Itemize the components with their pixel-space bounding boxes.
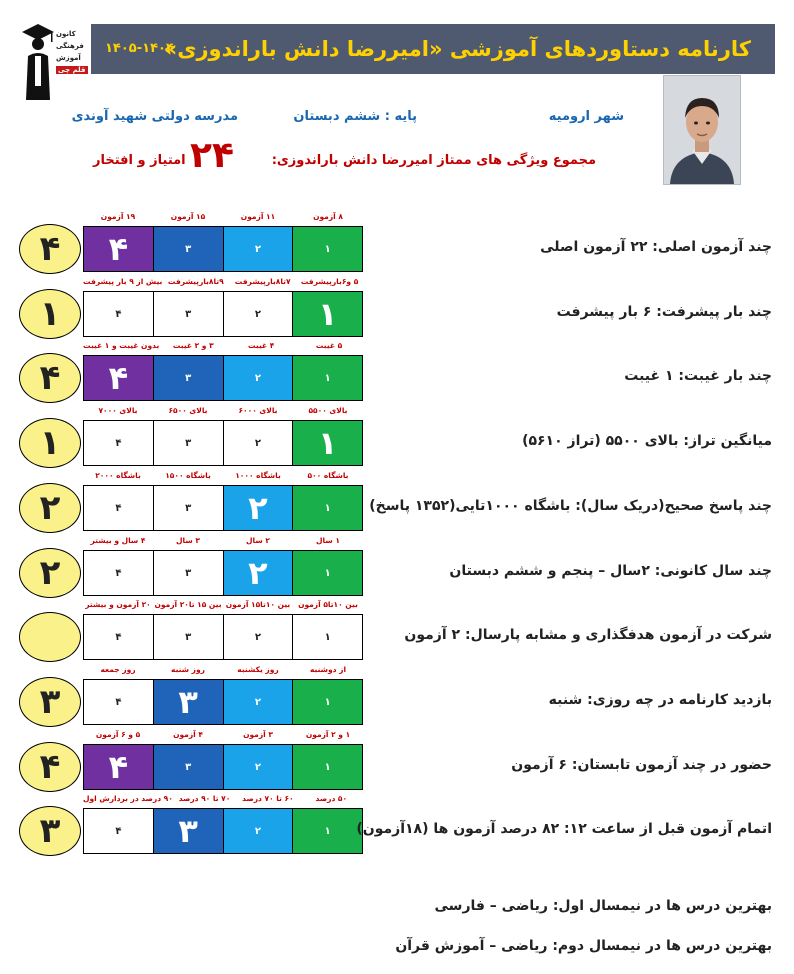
level-labels (83, 730, 363, 742)
level-label: ۴ غیبت (247, 341, 275, 350)
level-cell: ۴ (84, 356, 153, 400)
row-text: چند بار پیشرفت: ۶ بار پیشرفت (556, 304, 772, 320)
level-labels (83, 212, 363, 224)
graduate-icon (18, 22, 58, 100)
level-label: بیش از ۹ بار پیشرفت (83, 277, 163, 286)
level-cell: ۱ (292, 227, 362, 271)
row-text: میانگین تراز: بالای ۵۵۰۰ (تراز ۵۶۱۰) (522, 433, 772, 449)
row-text: اتمام آزمون قبل از ساعت ۱۲: ۸۲ درصد آزمون ها (۱۸آزمون) (356, 821, 772, 837)
level-label: ۱ و ۲ آزمون (305, 730, 351, 739)
level-cell: ۲ (223, 356, 293, 400)
level-label: ۲۰ آزمون و بیشتر (85, 600, 151, 609)
level-cells (83, 808, 363, 854)
level-cell: ۲ (223, 227, 293, 271)
total-suffix: امتیاز و افتخار (93, 153, 186, 168)
level-cell: ۱ (292, 356, 362, 400)
city: شهر ارومیه (548, 109, 624, 124)
level-cells (83, 355, 363, 401)
level-label: ۹۰ درصد در بردارش اول (83, 794, 173, 803)
level-cell: ۲ (223, 292, 293, 336)
level-labels (83, 794, 363, 806)
level-cell: ۴ (84, 421, 153, 465)
row-text: چند سال کانونی: ۲سال – پنجم و ششم دبستان (449, 563, 772, 579)
level-cell: ۴ (84, 809, 153, 853)
level-cell: ۱ (292, 680, 362, 724)
level-label: ۳ آزمون (243, 730, 273, 739)
score-circle (19, 612, 81, 662)
level-cell: ۱ (292, 745, 362, 789)
level-cells (83, 291, 363, 337)
score-circle: ۴ (19, 353, 81, 403)
row-text: چند آزمون اصلی: ۲۲ آزمون اصلی (540, 239, 772, 255)
level-cells (83, 485, 363, 531)
level-label: ۵ و۶بارپیشرفت (300, 277, 359, 286)
level-labels (83, 665, 363, 677)
level-labels (83, 277, 363, 289)
level-cells (83, 679, 363, 725)
level-label: بالای ۶۵۰۰ (168, 406, 208, 415)
level-cell: ۲ (223, 680, 293, 724)
title-bar (91, 24, 775, 74)
level-label: ۳ و ۲ غیبت (172, 341, 214, 350)
level-cells (83, 420, 363, 466)
level-cell: ۱ (292, 551, 362, 595)
level-cell: ۳ (153, 745, 223, 789)
score-circle: ۲ (19, 548, 81, 598)
level-labels (83, 406, 363, 418)
level-cell: ۱ (292, 486, 362, 530)
level-label: از دوشنبه (309, 665, 347, 674)
level-label: باشگاه ۲۰۰۰ (95, 471, 141, 480)
level-label: بالای ۵۵۰۰ (308, 406, 348, 415)
level-cell: ۲ (223, 421, 293, 465)
student-portrait-icon (664, 76, 740, 184)
level-cell: ۳ (153, 680, 223, 724)
level-cell: ۲ (223, 551, 293, 595)
student-photo (663, 75, 741, 185)
level-cells (83, 614, 363, 660)
academic-years: ۱۴۰۵-۱۴۰۴ (105, 41, 174, 56)
level-cell: ۴ (84, 615, 153, 659)
level-cell: ۲ (223, 809, 293, 853)
level-label: باشگاه ۱۰۰۰ (235, 471, 281, 480)
level-label: باشگاه ۵۰۰ (307, 471, 349, 480)
level-cell: ۳ (153, 356, 223, 400)
level-cells (83, 744, 363, 790)
level-label: باشگاه ۱۵۰۰ (165, 471, 211, 480)
level-label: بالای ۶۰۰۰ (238, 406, 278, 415)
level-label: بین ۱۰تا۵ آزمون (298, 600, 358, 609)
level-label: ۶۰ تا ۷۰ درصد (242, 794, 294, 803)
score-circle: ۳ (19, 806, 81, 856)
score-circle: ۳ (19, 677, 81, 727)
score-circle: ۴ (19, 224, 81, 274)
best-subjects-second-term: بهترین درس ها در نیمسال دوم: ریاضی – آموزش قرآن (395, 938, 772, 954)
row-text: حضور در چند آزمون تابستان: ۶ آزمون (511, 757, 772, 773)
row-text: چند پاسخ صحیح(دریک سال): باشگاه ۱۰۰۰تایی(۱۳۵۲ پاسخ) (369, 498, 772, 514)
level-cell: ۱ (292, 292, 362, 336)
level-label: بین ۱۰تا۱۵ آزمون (225, 600, 291, 609)
level-label: روز جمعه (100, 665, 136, 674)
score-circle: ۴ (19, 742, 81, 792)
total-score: ۲۴ (190, 135, 234, 176)
level-label: ۱۵ آزمون (170, 212, 206, 221)
score-circle: ۲ (19, 483, 81, 533)
level-labels (83, 600, 363, 612)
level-cell: ۳ (153, 421, 223, 465)
level-labels (83, 471, 363, 483)
score-circle: ۱ (19, 418, 81, 468)
level-cell: ۳ (153, 615, 223, 659)
level-cell: ۳ (153, 551, 223, 595)
level-label: ۷تا۸بارپیشرفت (234, 277, 291, 286)
level-labels (83, 341, 363, 353)
level-cell: ۳ (153, 809, 223, 853)
level-cell: ۴ (84, 486, 153, 530)
level-cells (83, 226, 363, 272)
best-subjects-first-term: بهترین درس ها در نیمسال اول: ریاضی – فارسی (434, 898, 772, 914)
score-circle: ۱ (19, 289, 81, 339)
level-label: بدون غیبت و ۱ غیبت (83, 341, 160, 350)
level-cell: ۲ (223, 745, 293, 789)
level-cell: ۴ (84, 292, 153, 336)
level-cell: ۴ (84, 227, 153, 271)
level-label: ۹تا۸بارپیشرفت (167, 277, 224, 286)
logo-text: کانون (56, 30, 76, 38)
page-title: کارنامه دستاوردهای آموزشی «امیررضا دانش باراندوزی» (163, 37, 751, 61)
level-label: ۳ سال (176, 536, 200, 545)
logo-text: قلم چی (58, 66, 86, 74)
level-label: ۵ غیبت (315, 341, 343, 350)
level-label: ۱۱ آزمون (240, 212, 276, 221)
level-label: ۸ آزمون (313, 212, 343, 221)
level-label: ۲ سال (246, 536, 270, 545)
level-label: ۷۰ تا ۹۰ درصد (178, 794, 231, 803)
row-text: بازدید کارنامه در چه روزی: شنبه (548, 692, 772, 708)
level-cell: ۱ (292, 615, 362, 659)
level-cell: ۱ (292, 421, 362, 465)
level-cell: ۳ (153, 227, 223, 271)
row-text: چند بار غیبت: ۱ غیبت (624, 368, 772, 384)
level-label: ۵ و ۶ آزمون (95, 730, 141, 739)
level-label: بین ۱۵ تا۲۰ آزمون (154, 600, 222, 609)
logo-text: آموزش (56, 54, 81, 62)
logo (18, 22, 86, 100)
level-label: ۵۰ درصد (315, 794, 348, 803)
level-label: روز شنبه (171, 665, 205, 674)
school: مدرسه دولتی شهید آوندی (71, 109, 238, 124)
level-label: ۱ سال (316, 536, 340, 545)
row-text: شرکت در آزمون هدفگذاری و مشابه پارسال: ۲ آزمون (404, 627, 772, 643)
level-cell: ۳ (153, 486, 223, 530)
level-cell: ۲ (223, 486, 293, 530)
level-cell: ۴ (84, 680, 153, 724)
level-cells (83, 550, 363, 596)
level-cell: ۱ (292, 809, 362, 853)
level-cell: ۲ (223, 615, 293, 659)
level-label: بالای ۷۰۰۰ (98, 406, 138, 415)
level-cell: ۴ (84, 551, 153, 595)
level-labels (83, 536, 363, 548)
level-label: ۴ آزمون (173, 730, 203, 739)
level-label: ۱۹ آزمون (100, 212, 136, 221)
logo-text: فرهنگی (56, 42, 84, 50)
level-cell: ۴ (84, 745, 153, 789)
total-label: مجموع ویژگی های ممتاز امیررضا دانش باراندوزی: (271, 153, 596, 168)
level-label: روز یکشنبه (237, 665, 279, 674)
level-cell: ۳ (153, 292, 223, 336)
level-label: ۴ سال و بیشتر (90, 536, 146, 545)
grade: پایه : ششم دبستان (293, 109, 417, 124)
